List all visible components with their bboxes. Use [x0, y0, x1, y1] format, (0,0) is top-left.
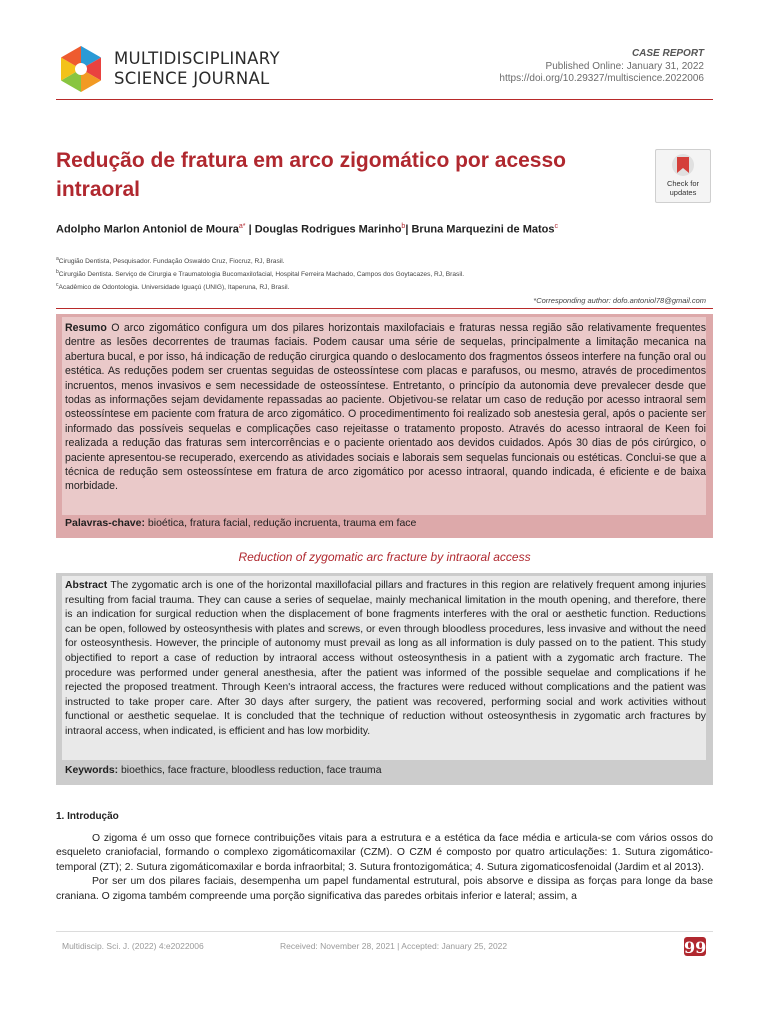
- abstract-label: Abstract: [65, 580, 108, 591]
- footer-dates: Received: November 28, 2021 | Accepted: January 25, 2022: [280, 941, 508, 951]
- palavras-chave: [65, 517, 705, 529]
- intro-paragraph-1: O zigoma é um osso que fornece contribuições vitais para a estrutura e a estética da face média e articula-se com vários ossos do esqueleto craniofacial, formando o complexo zigomáticomaxilar (CZM). O CZM é composto por quatro articulações: 1. Sutura zigomático-temporal (ZT); 2. Sutura zigomáticomaxilar e borda infraorbital; 3. Sutura frontozigomática; 4. Sutura zigomaticosfenoidal (Jardim et al 2013).: [56, 833, 713, 873]
- article-title: Redução de fratura em arco zigomático por acesso intraoral: [56, 149, 566, 201]
- corresponding-author[interactable]: *Corresponding author: dofo.antoniol78@gmail.com: [533, 296, 706, 305]
- footer-citation: Multidiscip. Sci. J. (2022) 4:e2022006: [62, 941, 204, 951]
- journal-name: [114, 49, 280, 89]
- affiliation-text: Cirugião Dentista, Pesquisador. Fundação Oswaldo Cruz, Fiocruz, RJ, Brasil.: [58, 258, 285, 266]
- intro-body: [56, 832, 713, 904]
- journal-name-line2: SCIENCE JOURNAL: [114, 69, 270, 88]
- article-type: CASE REPORT: [631, 48, 704, 59]
- resumo-body: O arco zigomático configura um dos pilares horizontais maxilofaciais e fraturas nessa região são relativamente frequentes dentre as lesões decorrentes de traumas faciais. Podem causar uma série de sequelas, principalmente a limitação mecanica na abertura bucal, e por isso, há indicação de redução cirurgica quando o deslocamento dos fragmentos ósseos interfere na função oral ou estética. As reduções podem ser cruentas seguidas de osteossíntese com placas e parafusos, ou mesmo, através de procedimentos incruentos, menos invasivos e sem necessidade de osteossíntese. Entretanto, o princípio da autonomia deve prevalecer desde que todas as informações sejam devidamente repassadas ao paciente. Objetivou-se relatar um caso de redução por acesso intraoral sem osteossíntese em paciente com fratura de arco zigomático. O procedimentimento foi realizado sob anestesia geral, após o paciente ser informado das possíveis sequelas e complicações caso rejeitasse o tratamento proposto. Através do acesso intraoral de Keen foi realizada a redução das fraturas sem intercorrências e o paciente orientado aos devidos cuidados. Após 30 dias de pós cirúrgico, o paciente apresentou-se recuperado, exercendo as atividades sociais e laborais sem sequelas funcionais ou estéticas. Conclui-se que a técnica de redução sem osteossíntese em fratura de arco zigomático por acesso intraoral, quando indicada, é eficiente e de baixa morbidade.: [65, 322, 706, 493]
- keywords: [65, 765, 705, 776]
- author-1: Adolpho Marlon Antoniol de Moura: [56, 223, 239, 236]
- palavras-chave-label: Palavras-chave:: [65, 517, 145, 529]
- abstract-body: The zygomatic arch is one of the horizontal maxillofacial pillars and fractures in this region are relatively frequent among injuries resulting from facial trauma. They can cause a series of sequelae, mainly mechanical limitation in the mouth opening, and therefore, there is an indication for surgical reduction when the displacement of bone fragments interferes with the oral or aesthetic function. Reductions can be open, followed by osteosynthesis with plates and screws, or even through bloodless procedures, less invasive and without the need for osteosynthesis. However, the principle of autonomy must prevail as long as all information is duly passed on to the patient. This study objectified to report a case of reduction by intraoral access without osteosynthesis in a patient with a zygomatic arch fracture. The procedure was performed under general anesthesia, after the patient was informed of the possible sequelae and complications if he rejected the proposed treatment. Through Keen's intraoral access, the fractures were reduced without complications and the patient was instructed to take proper care. After 30 days after surgery, the patient was recovered, performing social and work activities without functional or aesthetic sequelae. It is concluded that the technique of reduction without osteosynthesis in zygomatic arch fractures by intraoral access, when indicated, is efficient and has low morbidity.: [65, 580, 706, 737]
- author-separator: |: [405, 223, 412, 236]
- check-for-updates-label: [655, 180, 711, 197]
- affiliation-divider: [56, 308, 713, 309]
- resumo-label: Resumo: [65, 322, 107, 334]
- affiliation-sup: c: [56, 282, 59, 289]
- affiliation-b: [56, 267, 716, 280]
- resumo-text: [65, 321, 706, 494]
- author-separator: |: [245, 223, 255, 236]
- affiliation-sup: a: [56, 256, 59, 262]
- affiliation-a: [56, 254, 716, 267]
- section-heading: 1. Introdução: [56, 811, 119, 822]
- english-title: Reduction of zygomatic arc fracture by intraoral access: [238, 550, 531, 564]
- quote-icon[interactable]: 99: [684, 938, 707, 957]
- doi-link[interactable]: https://doi.org/10.29327/multiscience.2022006: [499, 73, 704, 84]
- palavras-chave-values: bioética, fratura facial, redução incruenta, trauma em face: [144, 517, 417, 529]
- author-2: Douglas Rodrigues Marinho: [254, 223, 402, 236]
- affiliation-text: Acadêmico de Odontologia. Universidade Iguaçú (UNIG), Itaperuna, RJ, Brasil.: [58, 284, 290, 292]
- affiliation-text: Cirurgião Dentista. Serviço de Cirurgia e Traumatologia Bucomaxilofacial, Hospital Ferreira Machado, Campos dos Goytacazes, RJ, Brasil.: [58, 271, 465, 279]
- journal-name-line1: MULTIDISCIPLINARY: [114, 49, 280, 68]
- author-1-sup: a*: [238, 223, 246, 230]
- author-3-sup: c: [554, 223, 558, 230]
- article-meta: [499, 48, 704, 86]
- footer-divider: [56, 931, 713, 932]
- published-date: Published Online: January 31, 2022: [545, 60, 704, 72]
- bookmark-icon: [656, 150, 710, 180]
- journal-logo-icon: [56, 44, 106, 94]
- badge-line2: updates: [669, 187, 697, 197]
- author-3: Bruna Marquezini de Matos: [411, 223, 555, 236]
- badge-line1: Check for: [666, 179, 700, 188]
- affiliations: [56, 254, 716, 294]
- author-list: [56, 223, 716, 236]
- affiliation-c: [56, 280, 716, 293]
- keywords-label: Keywords:: [65, 765, 119, 776]
- affiliation-sup: b: [56, 269, 59, 276]
- abstract-text: [65, 579, 706, 740]
- intro-paragraph-2: Por ser um dos pilares faciais, desempenha um papel fundamental estrutural, pois absorve e dissipa as forças para longe da base craniana. O zigoma também compreende uma porção significativa das paredes orbitais inferior e lateral; assim, a: [56, 876, 713, 902]
- keywords-values: bioethics, face fracture, bloodless reduction, face trauma: [118, 765, 382, 776]
- author-2-sup: b: [401, 223, 406, 230]
- header-divider: [56, 99, 713, 100]
